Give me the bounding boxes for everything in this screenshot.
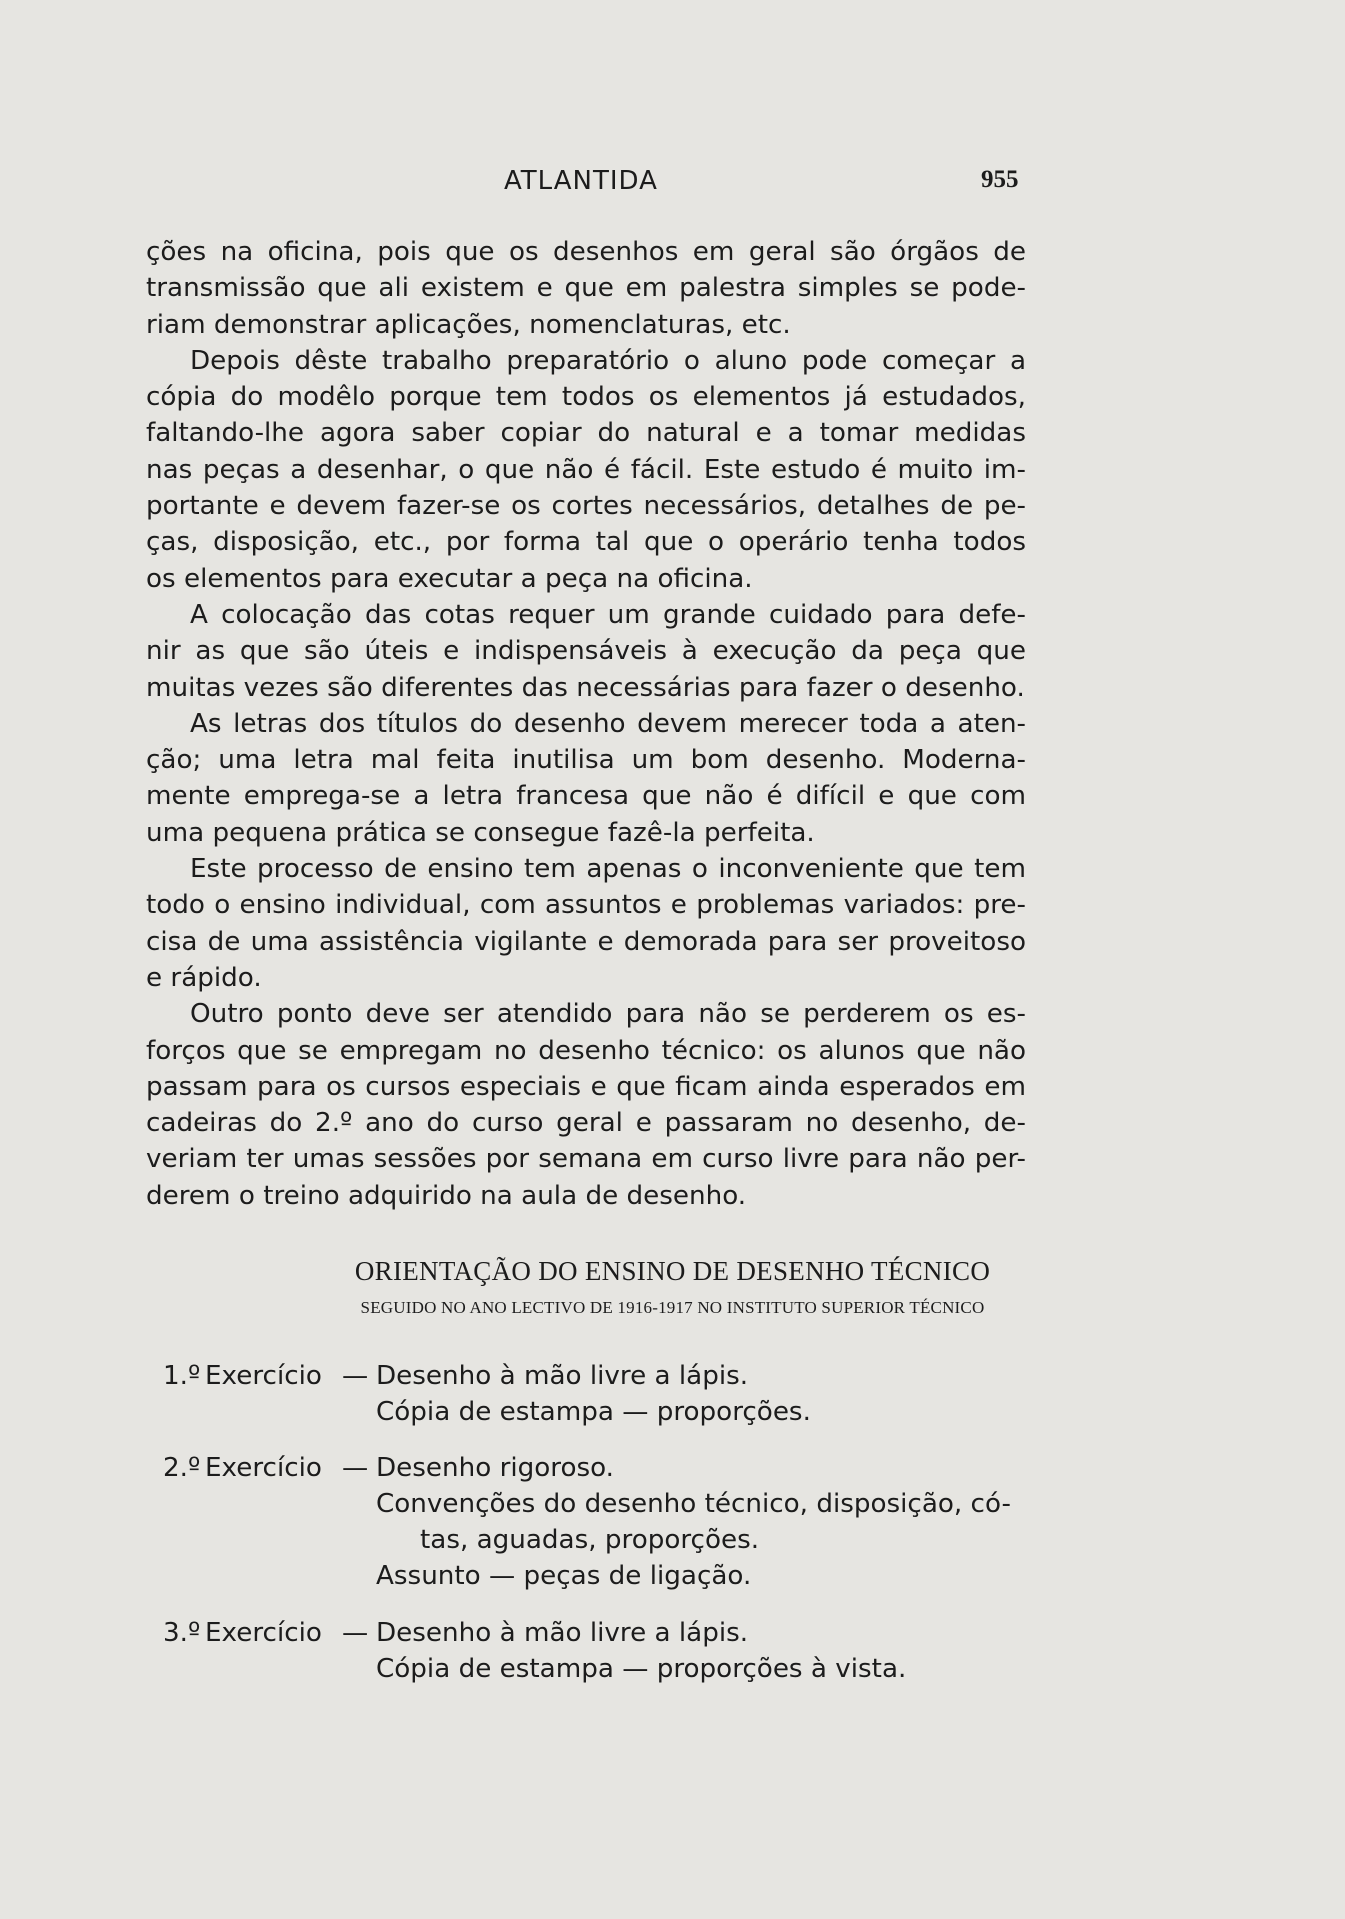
exercise-number: 2.º bbox=[163, 1453, 201, 1483]
text-line: forços que se empregam no desenho técnico: os alunos que não bbox=[146, 1035, 1026, 1066]
exercise-text-line: Desenho à mão livre a lápis. bbox=[376, 1618, 749, 1648]
text-line: As letras dos títulos do desenho devem merecer toda a aten- bbox=[190, 708, 1026, 739]
text-line: A colocação das cotas requer um grande cuidado para defe- bbox=[190, 599, 1026, 630]
text-line: todo o ensino individual, com assuntos e problemas variados: pre- bbox=[146, 890, 1026, 921]
exercise-label: Exercício bbox=[205, 1361, 322, 1391]
text-line: passam para os cursos especiais e que ficam ainda esperados em bbox=[146, 1071, 1026, 1102]
text-line: muitas vezes são diferentes das necessárias para fazer o desenho. bbox=[146, 672, 1025, 703]
text-line: faltando-lhe agora saber copiar do natural e a tomar medidas bbox=[146, 418, 1026, 449]
exercise-label: Exercício bbox=[205, 1453, 322, 1483]
text-line: cópia do modêlo porque tem todos os elementos já estudados, bbox=[146, 382, 1026, 413]
exercise-label: Exercício bbox=[205, 1618, 322, 1648]
text-line: os elementos para executar a peça na oficina. bbox=[146, 563, 753, 594]
text-line: riam demonstrar aplicações, nomenclaturas, etc. bbox=[146, 309, 791, 340]
exercise-text-line: tas, aguadas, proporções. bbox=[420, 1525, 760, 1555]
exercise-text-line: Convenções do desenho técnico, disposição, có- bbox=[376, 1489, 1011, 1519]
text-line: nir as que são úteis e indispensáveis à execução da peça que bbox=[146, 636, 1026, 667]
text-line: transmissão que ali existem e que em palestra simples se pode- bbox=[146, 273, 1026, 304]
exercise-text-line: Desenho rigoroso. bbox=[376, 1453, 615, 1483]
text-line: veriam ter umas sessões por semana em curso livre para não per- bbox=[146, 1144, 1026, 1175]
section-subheading: SEGUIDO NO ANO LECTIVO DE 1916-1917 NO INSTITUTO SUPERIOR TÉCNICO bbox=[360, 1298, 985, 1317]
text-line: ças, disposição, etc., por forma tal que o operário tenha todos bbox=[146, 527, 1026, 558]
exercise-text-line: Cópia de estampa — proporções. bbox=[376, 1397, 811, 1427]
exercise-number: 1.º bbox=[163, 1361, 201, 1391]
section-heading: ORIENTAÇÃO DO ENSINO DE DESENHO TÉCNICO bbox=[354, 1256, 991, 1286]
em-dash-separator: — bbox=[342, 1361, 369, 1391]
exercise-text-line: Assunto — peças de ligação. bbox=[376, 1561, 752, 1591]
text-line: derem o treino adquirido na aula de desenho. bbox=[146, 1180, 747, 1211]
text-line: ções na oficina, pois que os desenhos em geral são órgãos de bbox=[146, 237, 1026, 267]
text-line: cisa de uma assistência vigilante e demorada para ser proveitoso bbox=[146, 926, 1026, 957]
exercise-number: 3.º bbox=[163, 1618, 201, 1648]
em-dash-separator: — bbox=[342, 1453, 369, 1483]
text-line: ção; uma letra mal feita inutilisa um bom desenho. Moderna- bbox=[146, 745, 1026, 776]
text-line: cadeiras do 2.º ano do curso geral e passaram no desenho, de- bbox=[146, 1108, 1026, 1139]
text-line: Este processo de ensino tem apenas o inconveniente que tem bbox=[190, 854, 1026, 885]
exercise-text-line: Cópia de estampa — proporções à vista. bbox=[376, 1654, 907, 1684]
running-title: ATLANTIDA bbox=[504, 166, 658, 196]
text-line: mente emprega-se a letra francesa que não é difícil e que com bbox=[146, 781, 1026, 812]
em-dash-separator: — bbox=[342, 1618, 369, 1648]
text-line: Depois dêste trabalho preparatório o aluno pode começar a bbox=[190, 345, 1026, 376]
text-line: e rápido. bbox=[146, 962, 262, 993]
text-line: uma pequena prática se consegue fazê-la perfeita. bbox=[146, 817, 815, 848]
text-line: nas peças a desenhar, o que não é fácil. Este estudo é muito im- bbox=[146, 454, 1026, 485]
exercise-text-line: Desenho à mão livre a lápis. bbox=[376, 1361, 749, 1391]
text-line: portante e devem fazer-se os cortes necessários, detalhes de pe- bbox=[146, 491, 1026, 522]
page-number: 955 bbox=[981, 166, 1019, 193]
text-line: Outro ponto deve ser atendido para não se perderem os es- bbox=[190, 999, 1026, 1030]
